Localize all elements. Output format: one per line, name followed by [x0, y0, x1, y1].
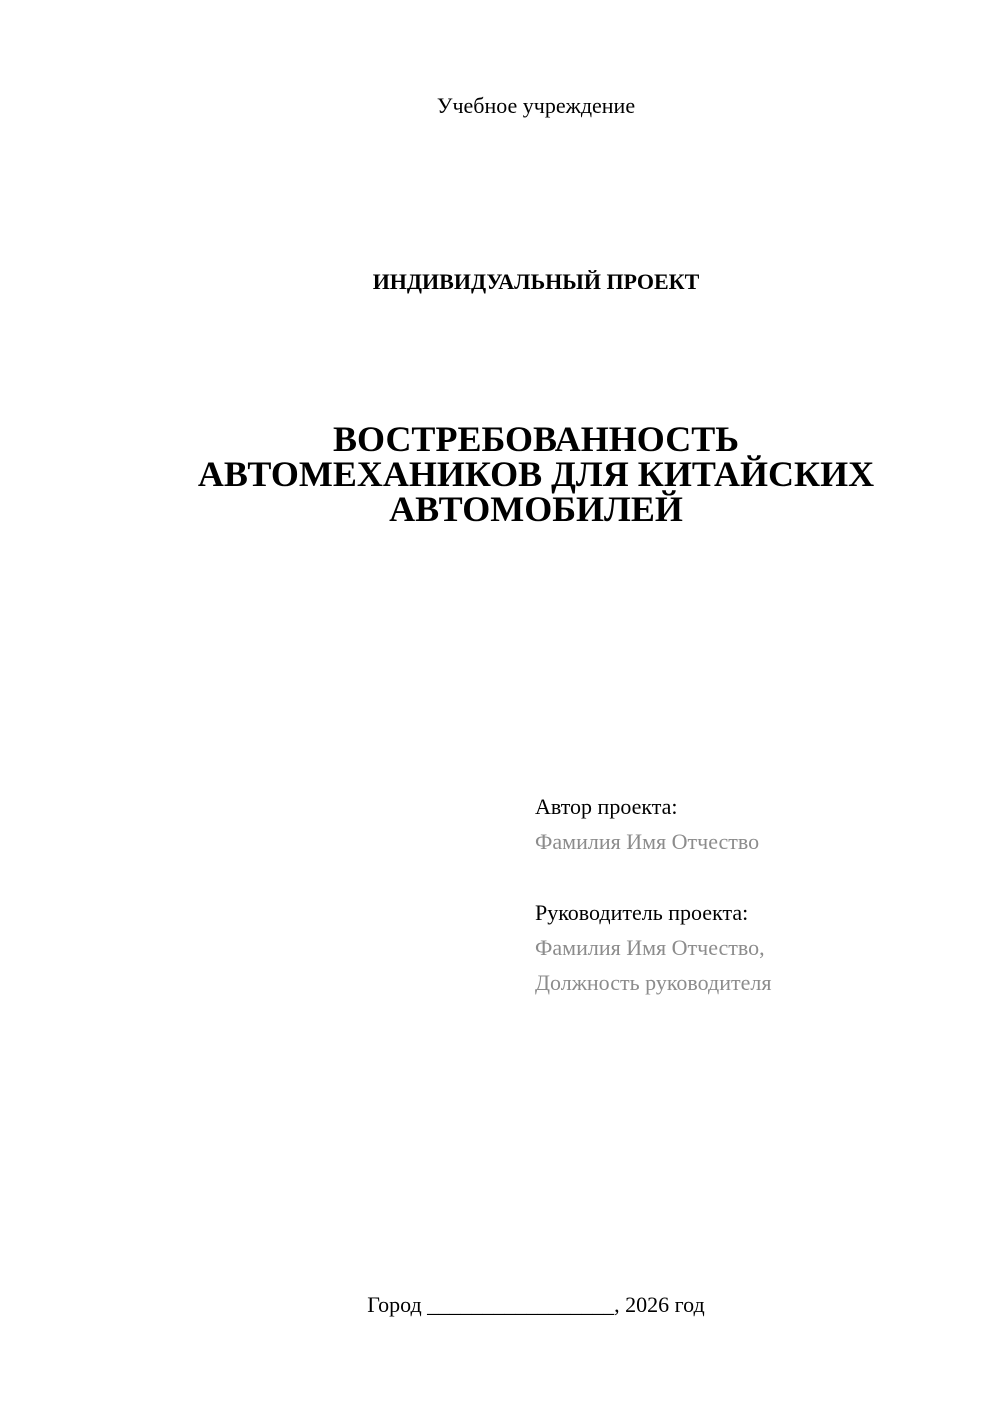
- project-title-line: АВТОМОБИЛЕЙ: [389, 489, 683, 529]
- supervisor-name: Фамилия Имя Отчество,: [535, 935, 765, 960]
- project-title: [0, 419, 1000, 529]
- supervisor-label: Руководитель проекта:: [535, 900, 749, 925]
- author-label: Автор проекта:: [535, 794, 678, 819]
- project-title-line: ВОСТРЕБОВАННОСТЬ: [332, 419, 740, 459]
- author-name: Фамилия Имя Отчество: [535, 829, 760, 854]
- project-credits: [535, 789, 975, 1000]
- institution-name: Учебное учреждение: [436, 93, 636, 118]
- project-title-line: АВТОМЕХАНИКОВ ДЛЯ КИТАЙСКИХ: [197, 454, 875, 494]
- city-year-line: Город _________________, 2026 год: [367, 1292, 705, 1317]
- supervisor-position: Должность руководителя: [535, 970, 772, 995]
- project-type: ИНДИВИДУАЛЬНЫЙ ПРОЕКТ: [372, 269, 700, 294]
